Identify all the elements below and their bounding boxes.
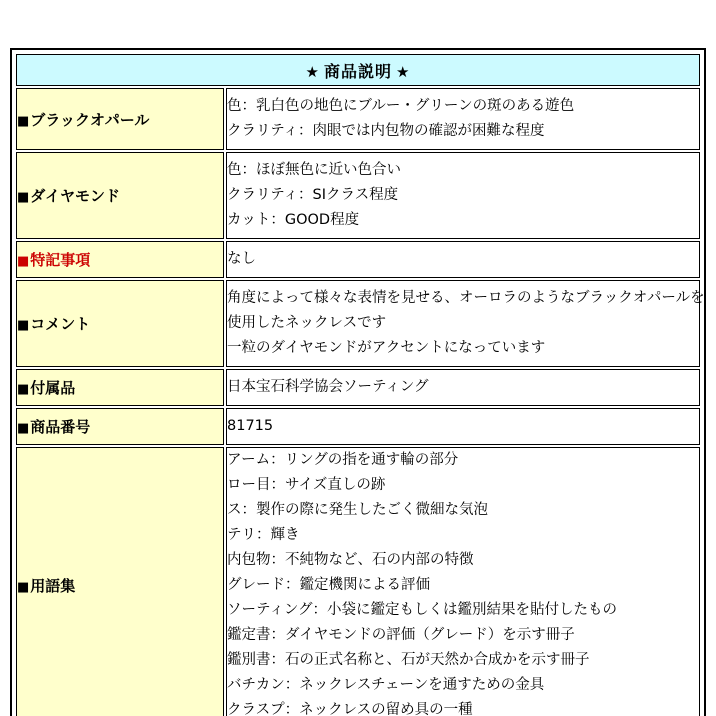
spec-row <box>16 88 700 150</box>
spec-label-cell <box>16 241 224 278</box>
spec-label-cell <box>16 447 224 716</box>
spec-value-cell <box>226 88 700 150</box>
spec-value-line: 色：ほぼ無色に近い色合い <box>227 162 401 178</box>
spec-value-cell <box>226 152 700 239</box>
spec-value-line: バチカン：ネックレスチェーンを通すための金具 <box>227 677 545 693</box>
spec-label-text: コメント <box>30 315 91 333</box>
spec-row <box>16 152 700 239</box>
spec-value-cell <box>226 369 700 406</box>
spec-value-cell <box>226 280 705 367</box>
spec-label-text: 付属品 <box>30 379 76 397</box>
spec-label-text: 特記事項 <box>30 251 91 269</box>
spec-value-line: 使用したネックレスです <box>227 315 387 331</box>
spec-table-body <box>16 54 705 716</box>
spec-value-line: ス：製作の際に発生したごく微細な気泡 <box>227 502 488 518</box>
page-title: 商品説明 <box>323 61 392 81</box>
square-bullet-icon: ■ <box>17 190 30 205</box>
spec-row <box>16 369 700 406</box>
spec-row <box>16 447 700 716</box>
spec-title-cell <box>16 54 700 86</box>
spec-value-cell <box>226 408 700 445</box>
spec-value-line: 角度によって様々な表情を見せる、オーロラのようなブラックオパールを <box>227 290 705 306</box>
spec-value-line: 81715 <box>227 418 274 434</box>
spec-value-line: カット：GOOD程度 <box>227 212 360 228</box>
square-bullet-icon: ■ <box>17 318 30 333</box>
spec-value-line: ロー目：サイズ直しの跡 <box>227 477 386 493</box>
spec-label-text: ダイヤモンド <box>30 187 120 205</box>
square-bullet-icon: ■ <box>17 254 30 269</box>
spec-label-cell <box>16 152 224 239</box>
spec-label-text: ブラックオパール <box>30 110 150 129</box>
spec-row <box>16 241 700 278</box>
spec-row <box>16 408 700 445</box>
spec-label-cell <box>16 280 224 367</box>
spec-value-cell <box>226 447 700 716</box>
spec-value-line: アーム：リングの指を通す輪の部分 <box>227 452 459 468</box>
spec-value-line: 鑑別書：石の正式名称と、石が天然か合成かを示す冊子 <box>227 652 590 668</box>
spec-value-line: ソーティング：小袋に鑑定もしくは鑑別結果を貼付したもの <box>227 602 618 618</box>
spec-label-cell <box>16 369 224 406</box>
spec-value-line: テリ：輝き <box>227 527 300 543</box>
spec-value-line: 色：乳白色の地色にブルー・グリーンの斑のある遊色 <box>227 98 575 114</box>
spec-value-line: なし <box>227 251 256 267</box>
star-icon-right: ★ <box>396 62 411 81</box>
spec-header-row <box>16 54 700 86</box>
spec-row <box>16 280 700 367</box>
spec-label-cell <box>16 408 224 445</box>
spec-value-line: 一粒のダイヤモンドがアクセントになっています <box>227 340 546 356</box>
spec-value-line: 日本宝石科学協会ソーティング <box>227 379 429 395</box>
square-bullet-icon: ■ <box>17 421 30 436</box>
spec-label-cell <box>16 88 224 150</box>
square-bullet-icon: ■ <box>17 382 30 397</box>
spec-label-text: 商品番号 <box>30 418 91 436</box>
spec-value-line: クラスプ：ネックレスの留め具の一種 <box>227 702 473 716</box>
spec-value-line: クラリティ：SIクラス程度 <box>227 187 399 203</box>
spec-value-line: グレード：鑑定機関による評価 <box>227 577 430 593</box>
spec-value-line: クラリティ：肉眼では内包物の確認が困難な程度 <box>227 123 545 139</box>
product-spec-table-frame <box>10 48 706 716</box>
spec-value-line: 内包物：不純物など、石の内部の特徴 <box>227 552 474 568</box>
star-icon-left: ★ <box>305 62 320 81</box>
square-bullet-icon: ■ <box>17 580 30 595</box>
square-bullet-icon: ■ <box>17 113 30 129</box>
spec-value-cell <box>226 241 700 278</box>
spec-value-line: 鑑定書：ダイヤモンドの評価（グレード）を示す冊子 <box>227 627 575 643</box>
spec-label-text: 用語集 <box>30 577 76 595</box>
product-spec-table <box>14 52 705 716</box>
